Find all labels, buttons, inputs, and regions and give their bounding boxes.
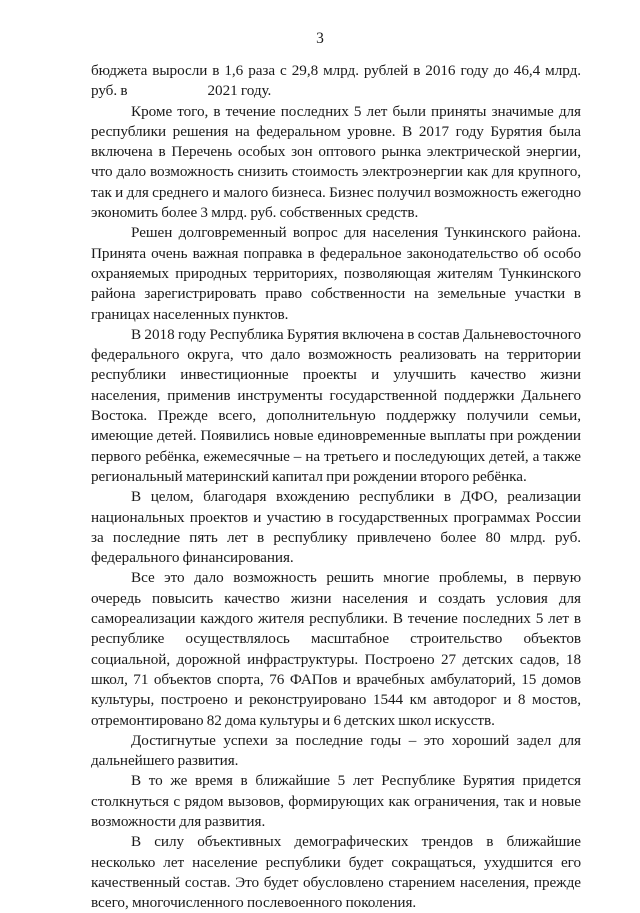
paragraph-challenges: В то же время в ближайшие 5 лет Республике Бурятия придется столкнуться с рядом вызовов, формирующих как ограничения, так и новые возможности для развития. bbox=[91, 772, 581, 830]
paragraph-achievements: Достигнутые успехи за последние годы – это хороший задел для дальнейшего развития. bbox=[91, 731, 581, 770]
page-number: 3 bbox=[316, 30, 324, 47]
paragraph-infrastructure: Все это дало возможность решить многие проблемы, в первую очередь повысить качество жизни населения и создать условия для самореализации каждого жителя республики. В течение последних 5 лет в республике осуществлялось масштабное строительство объектов социальной, дорожной инфраструктуры. Построено 27 детских садов, 18 школ, 71 объектов спорта, 76 ФАПов и врачебных амбулаторий, 15 домов культуры, построено и реконструировано 1544 км автодорог и 8 мостов, отремонтировано 82 дома культуры и 6 детских школ искусств. bbox=[91, 569, 581, 729]
paragraph-federal-decisions: Кроме того, в течение последних 5 лет были приняты значимые для республики решения на федеральном уровне. В 2017 году Бурятия была включена в Перечень особых зон оптового рынка электрической энергии, что дало возможность снизить стоимость электроэнергии как для крупного, так и для среднего и малого бизнеса. Бизнес получил возможность ежегодно экономить более 3 млрд. руб. собственных средств. bbox=[91, 102, 581, 222]
paragraph-tail: 2021 году. bbox=[207, 82, 272, 100]
paragraph-demographics: В силу объективных демографических трендов в ближайшие несколько лет население республики будет сокращаться, ухудшится его качественный состав. Это будет обусловлено старением населения, прежде всего, многочисленного послевоенного поколения. bbox=[91, 833, 581, 912]
paragraph-tunka-district: Решен долговременный вопрос для населения Тункинского района. Принята очень важная поправка в федеральное законодательство об особо охраняемых природных территориях, позволяющая жителям Тункинского района зарегистрировать право собственности на земельные участки в границах населенных пунктов. bbox=[91, 224, 581, 323]
document-body bbox=[91, 61, 581, 913]
paragraph-text: бюджета выросли в 1,6 раза с 29,8 млрд. рублей в 2016 году до 46,4 млрд. руб. в bbox=[91, 62, 581, 100]
paragraph-budget-growth bbox=[91, 61, 581, 102]
paragraph-federal-funding: В целом, благодаря вхождению республики в ДФО, реализации национальных проектов и участию в государственных программах России за последние пять лет в республику привлечено более 80 млрд. руб. федерального финансирования. bbox=[91, 488, 581, 567]
paragraph-far-east-district: В 2018 году Республика Бурятия включена в состав Дальневосточного федерального округа, что дало возможность реализовать на территории республики инвестиционные проекты и улучшить качество жизни населения, применив инструменты государственной поддержки Дальнего Востока. Прежде всего, дополнительную поддержку получили семьи, имеющие детей. Появились новые единовременные выплаты при рождении первого ребёнка, ежемесячные – на третьего и последующих детей, а также региональный материнский капитал при рождении второго ребёнка. bbox=[91, 325, 581, 485]
